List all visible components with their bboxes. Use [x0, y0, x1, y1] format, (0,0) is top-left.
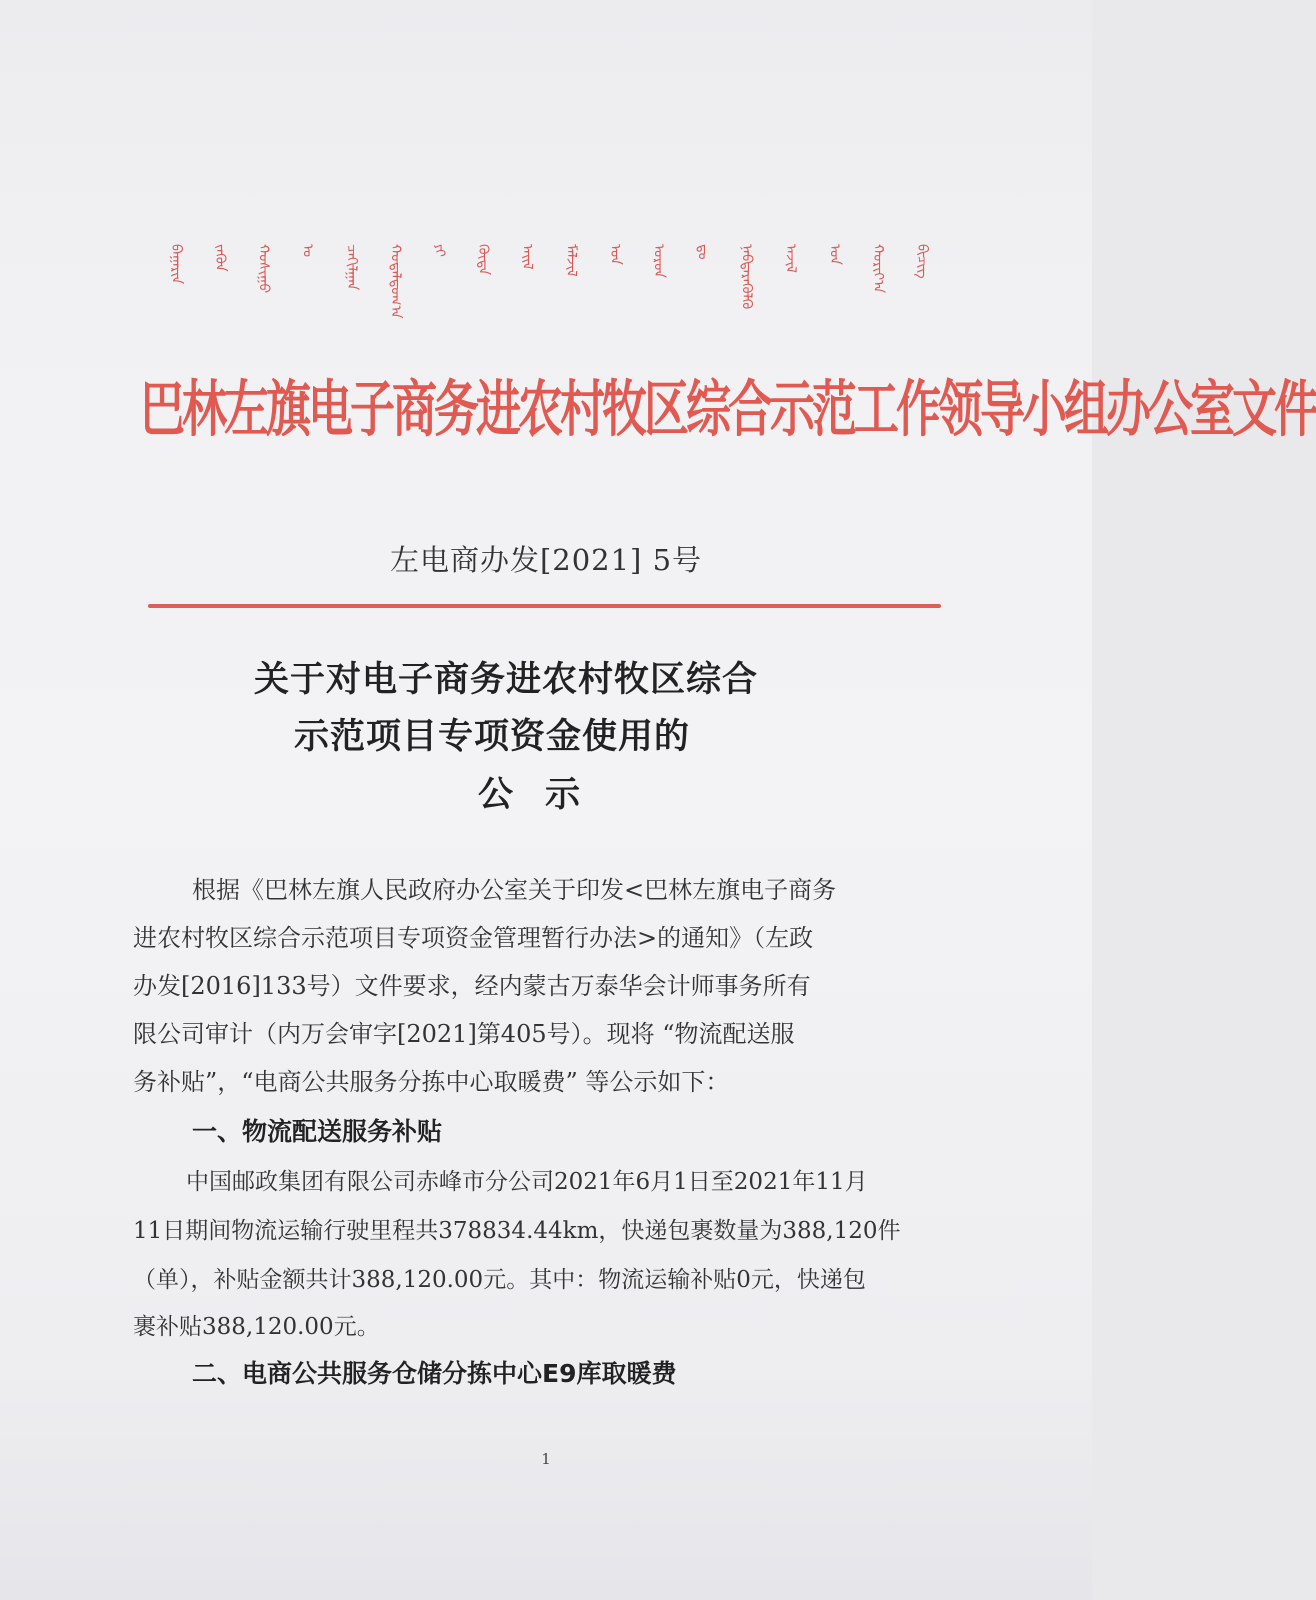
mongolian-word: ᠬᠤᠳᠠᠯᠳᠤᠭ᠎ᠠ [387, 244, 404, 319]
intro-line-5: 务补贴”，“电商公共服务分拣中心取暖费” 等公示如下： [133, 1068, 730, 1096]
section-2-heading: 二、电商公共服务仓储分拣中心E9库取暖费 [192, 1359, 677, 1388]
section-1-line-2: 11日期间物流运输行驶里程共378834.44km，快递包裹数量为388,120件 [133, 1218, 901, 1244]
mongolian-word: ᠠᠵᠢᠯ [782, 244, 799, 273]
mongolian-word: ᠬᠣᠷᠢᠶ᠎ᠠ [870, 244, 887, 294]
title-line-1: 关于对电子商务进农村牧区综合 [254, 660, 759, 700]
mongolian-word: ᠶᠢ [431, 244, 448, 257]
mongolian-word: ᠴᠠᠬᠢᠯᠭᠠᠨ [343, 244, 360, 291]
mongolian-header [150, 238, 940, 348]
mongolian-word: ᠳᠤ [694, 244, 711, 260]
mongolian-word: ᠪᠠᠭᠠᠷᠢᠨ [167, 244, 184, 285]
mongolian-word: ᠣᠷᠣᠨ [650, 244, 667, 278]
red-divider-line [148, 604, 941, 608]
mongolian-word: ᠬᠣᠰᠢᠭᠤ [255, 244, 272, 294]
section-1-line-4: 裹补贴388,120.00元。 [133, 1314, 380, 1340]
title-line-2: 示范项目专项资金使用的 [294, 717, 691, 757]
mongolian-word: ᠠᠢᠯ [519, 244, 536, 270]
intro-line-3: 办发[2016]133号）文件要求，经内蒙古万泰华会计师事务所有 [133, 972, 811, 1000]
mongolian-word: ᠮᠠᠯᠵᠢᠯ [562, 244, 579, 277]
mongolian-word: ᠤᠨ [606, 244, 623, 265]
document-number: 左电商办发[2021] 5号 [389, 543, 703, 577]
intro-line-2: 进农村牧区综合示范项目专项资金管理暂行办法>的通知》（左政 [133, 924, 814, 952]
section-1-line-1: 中国邮政集团有限公司赤峰市分公司2021年6月1日至2021年11月 [186, 1169, 868, 1195]
mongolian-word: ᠪᠢᠴᠢᠭ [914, 244, 931, 279]
page-number: 1 [541, 1450, 551, 1468]
intro-line-1: 根据《巴林左旗人民政府办公室关于印发<巴林左旗电子商务 [192, 876, 837, 904]
issuing-office-header: 巴林左旗电子商务进农村牧区综合示范工作领导小组办公室文件 [140, 376, 1316, 444]
section-1-heading: 一、物流配送服务补贴 [192, 1117, 443, 1146]
mongolian-header-script [150, 238, 940, 348]
title-line-3: 公示 [478, 775, 613, 815]
mongolian-word: ᠤᠨ [826, 244, 843, 265]
mongolian-word: ᠨᠡᠪᠳᠡᠷᠡᠭᠦᠯᠬᠦ [738, 244, 755, 310]
mongolian-word: ᠬᠥᠳᠡ [475, 244, 492, 276]
section-1-line-3: （单），补贴金额共计388,120.00元。其中：物流运输补贴0元，快递包 [133, 1267, 866, 1293]
mongolian-word: ᠵᠡᠭᠦᠨ [211, 244, 228, 272]
intro-line-4: 限公司审计（内万会审字[2021]第405号）。现将 “物流配送服 [133, 1020, 795, 1048]
mongolian-word: ᠤ [299, 244, 316, 258]
